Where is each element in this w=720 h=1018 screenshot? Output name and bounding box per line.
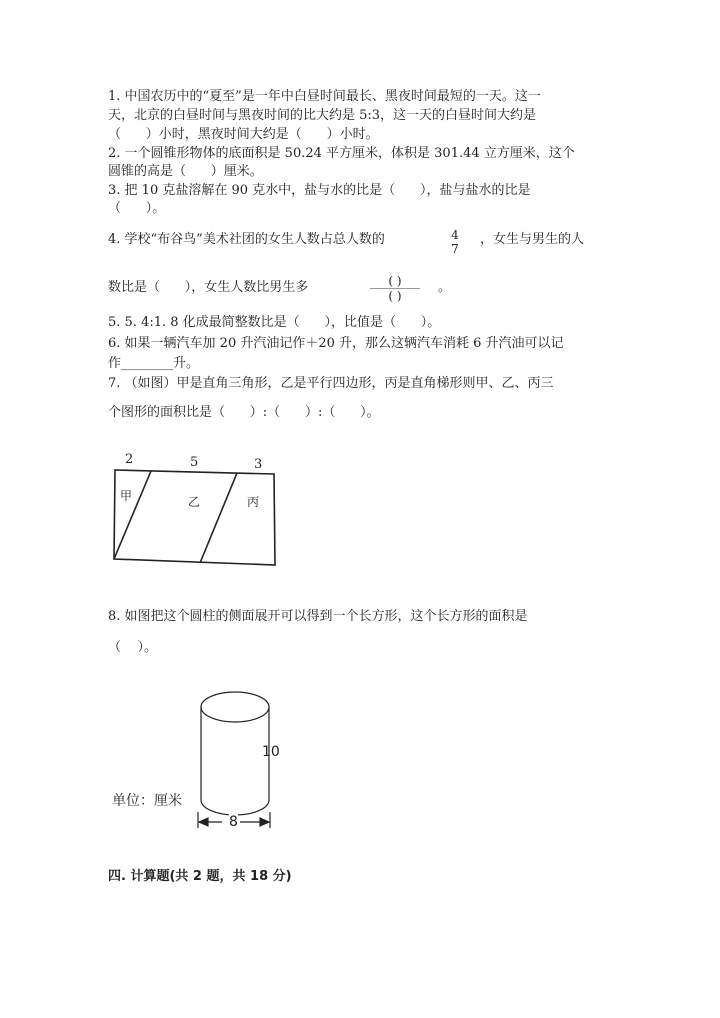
label-5: 5 [190, 455, 199, 470]
q6-line1: 6. 如果一辆汽车加 20 升汽油记作＋20 升，那么这辆汽车消耗 6 升汽油可以记 [108, 336, 564, 351]
q7-line1: 7. （如图）甲是直角三角形，乙是平行四边形，丙是直角梯形则甲、乙、丙三 [108, 376, 554, 391]
label-2: 2 [125, 452, 134, 467]
q8-line1: 8. 如图把这个圆柱的侧面展开可以得到一个长方形，这个长方形的面积是 [108, 609, 528, 624]
shape-yi: 乙 [188, 495, 201, 509]
divider-line-2 [200, 473, 237, 563]
q6-line2: 作________升。 [108, 356, 200, 371]
q2-line2: 圆锥的高是（ ）厘米。 [108, 164, 263, 179]
q4-line1b: ，女生与男生的人 [480, 232, 585, 247]
q7-figure [114, 470, 275, 565]
frac-num: 4 [451, 228, 459, 242]
divider-line-1 [114, 471, 151, 559]
shape-jia: 甲 [120, 489, 133, 503]
q1-line3: （ ）小时，黑夜时间大约是（ ）小时。 [108, 127, 379, 142]
unit-label: 单位：厘米 [112, 793, 182, 809]
q3-line1: 3. 把 10 克盐溶解在 90 克水中，盐与水的比是（ ），盐与盐水的比是 [108, 183, 531, 198]
q3-line2: （ ）。 [108, 201, 166, 216]
label-3: 3 [254, 457, 263, 472]
q5-line1: 5. 5. 4:1. 8 化成最简整数比是（ ），比值是（ ）。 [108, 315, 441, 330]
cylinder-height-label: 10 [262, 744, 280, 760]
cylinder-bottom [201, 800, 269, 815]
q4-line1a: 4. 学校“布谷鸟”美术社团的女生人数占总人数的 [108, 232, 385, 247]
q8-line2: （ ）。 [108, 640, 158, 655]
blank-den: ( ) [388, 289, 402, 303]
q2-line1: 2. 一个圆锥形物体的底面积是 50.24 平方厘米，体积是 301.44 立方厘米，这个 [108, 146, 575, 161]
q7-line2: 个图形的面积比是（ ）:（ ）:（ ）。 [108, 405, 380, 420]
cylinder-diameter-label: 8 [229, 814, 238, 830]
frac-den: 7 [451, 242, 459, 256]
section-heading: 四. 计算题(共 2 题，共 18 分) [108, 869, 292, 884]
q1-line2: 天，北京的白昼时间与黑夜时间的比大约是 5:3，这一天的白昼时间大约是 [108, 108, 537, 123]
blank-num: ( ) [370, 274, 420, 289]
q4-line2b: 。 [438, 280, 452, 295]
shape-bing: 丙 [247, 495, 260, 509]
q8-figure [198, 692, 270, 828]
outer-rectangle [114, 470, 275, 565]
q4-line2a: 数比是（ ），女生人数比男生多 [108, 280, 309, 295]
cylinder-top [201, 692, 269, 722]
q1-line1: 1. 中国农历中的“夏至”是一年中白昼时间最长、黑夜时间最短的一天。这一 [108, 89, 541, 104]
